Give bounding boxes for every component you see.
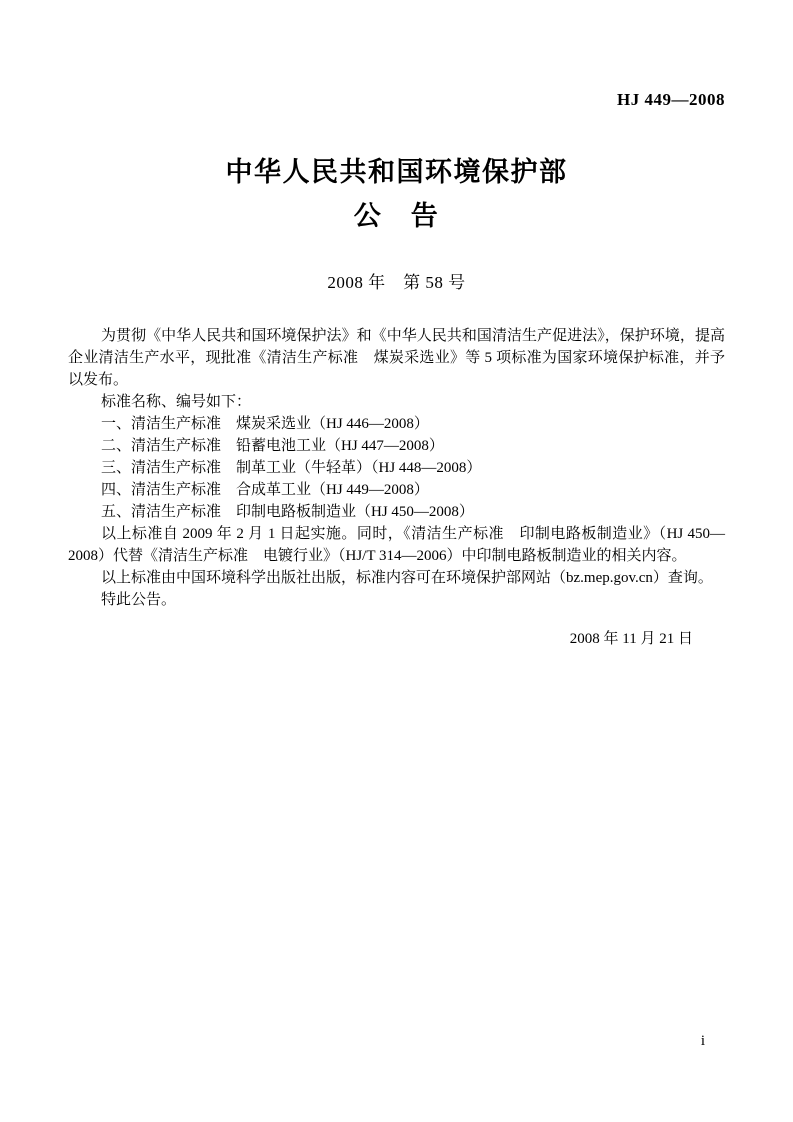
page-subtitle: 公 告 [353,201,440,231]
standard-item: 一、清洁生产标准 煤炭采选业（HJ 446—2008） [101,416,429,432]
page-title: 中华人民共和国环境保护部 [225,157,568,187]
doc-number: HJ 449—2008 [617,90,725,109]
implementation-paragraph: 以上标准自 2009 年 2 月 1 日起实施。同时，《清洁生产标准 印制电路板制造业》（HJ 450—2008）代替《清洁生产标准 电镀行业》（HJ/T 314—2006）中印制电路板制造业的相关内容。 [68,526,725,564]
standard-item: 三、清洁生产标准 制革工业（牛轻革）（HJ 448—2008） [101,460,482,476]
standard-item: 二、清洁生产标准 铅蓄电池工业（HJ 447—2008） [101,438,444,454]
announcement-body [68,325,725,611]
publication-paragraph: 以上标准由中国环境科学出版社出版，标准内容可在环境保护部网站（bz.mep.gov.cn）查询。 [101,570,713,586]
intro-paragraph: 为贯彻《中华人民共和国环境保护法》和《中华人民共和国清洁生产促进法》，保护环境，提高企业清洁生产水平，现批准《清洁生产标准 煤炭采选业》等 5 项标准为国家环境保护标准，并予以发布。 [68,328,725,388]
page-number: i [700,1033,705,1049]
standard-item: 四、清洁生产标准 合成革工业（HJ 449—2008） [101,482,429,498]
announcement-date: 2008 年 11 月 21 日 [569,631,693,647]
closing-paragraph: 特此公告。 [101,592,177,608]
list-heading: 标准名称、编号如下： [101,394,252,410]
issue-number: 2008 年 第 58 号 [327,273,466,292]
standard-item: 五、清洁生产标准 印制电路板制造业（HJ 450—2008） [101,504,474,520]
